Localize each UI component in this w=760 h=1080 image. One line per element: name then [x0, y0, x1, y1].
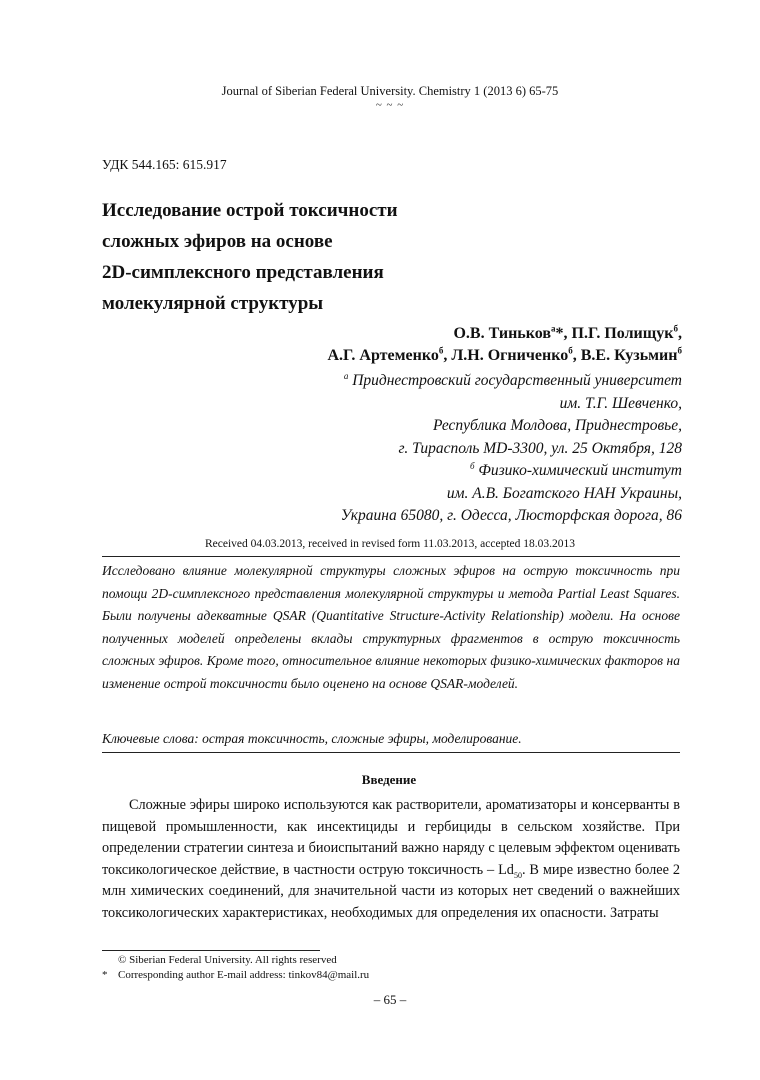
affiliation-line: Украина 65080, г. Одесса, Люсторфская дорога, 86	[340, 507, 682, 524]
author-name: , В.Е. Кузьмин	[572, 347, 678, 364]
author-line-1: О.В. Тиньков$^а$*, П.Г. Полищук$^б$,	[453, 323, 682, 342]
author-name: , Л.Н. Огниченко	[443, 347, 569, 364]
footnote-rule	[102, 950, 320, 951]
affiliation-mark: а	[551, 323, 556, 334]
affiliation-line: $^а$ Приднестровский государственный университет	[343, 370, 682, 389]
intro-paragraph: Сложные эфиры широко используются как растворители, ароматизаторы и консерванты в пищевой промышленности, как инсектициды и гербициды в сельском хозяйстве. При определении стратегии синтеза и биоиспытаний важно наряду с целевым эффектом оценивать токсикологическое действие, в частности острую токсичность – $Ld_{50}$. В мире известно более 2 млн химических соединений, для значительной части из которых нет сведений о важнейших токсикологических характеристиках, необходимых для определения их опасности. Затраты	[102, 797, 680, 921]
affiliation-mark: б	[438, 345, 444, 356]
abstract-bottom-rule	[102, 752, 680, 753]
affiliation-line: Республика Молдова, Приднестровье,	[432, 417, 682, 434]
affiliation-mark: б	[470, 460, 475, 471]
title-line: 2D-симплексного представления	[102, 262, 384, 283]
section-heading: Введение	[361, 772, 417, 787]
page-number: – 65 –	[373, 992, 407, 1007]
keywords: Ключевые слова: острая токсичность, сложные эфиры, моделирование.	[102, 731, 522, 746]
author-list	[327, 323, 682, 367]
affiliation-mark: б	[673, 323, 678, 334]
footnote-copyright: © Siberian Federal University. All rights reserved	[118, 954, 337, 966]
affiliation-line: им. Т.Г. Шевченко,	[559, 394, 682, 412]
affiliation-mark: а	[343, 370, 349, 381]
author-name: О.В. Тиньков	[453, 325, 552, 342]
paper-title	[102, 195, 398, 319]
author-line-2	[327, 345, 682, 367]
affiliation-line: г. Тирасполь MD-3300, ул. 25 Октября, 128	[398, 439, 682, 457]
udk-code: УДК 544.165: 615.917	[102, 157, 227, 172]
received-dates: Received 04.03.2013, received in revised form 11.03.2013, accepted 18.03.2013	[204, 538, 576, 550]
affiliations	[341, 370, 682, 528]
author-name: А.Г. Артеменко	[327, 347, 439, 364]
abstract: Исследовано влияние молекулярной структуры сложных эфиров на острую токсичность при помощи 2D-симплексного представления молекулярной структуры и метода Partial Least Squares. Были получены адекватные QSAR (Quantitative Structure-Activity Relationship) модели. На основе полученных моделей определены вклады структурных фрагментов в острую токсичность сложных эфиров. Кроме того, относительное влияние некоторых физико-химических факторов на изменение острой токсичности было оценено на основе QSAR-моделей.	[102, 563, 680, 691]
title-line: молекулярной структуры	[102, 293, 324, 314]
intro-body	[102, 795, 680, 925]
affiliation-line: им. А.В. Богатского НАН Украины,	[446, 484, 682, 502]
footnotes	[102, 953, 369, 983]
header-ornament: ~ ~ ~	[375, 99, 405, 111]
title-line: Исследование острой токсичности	[102, 200, 398, 221]
affiliation-mark: б	[568, 345, 573, 356]
footnote-corresponding: * Corresponding author E-mail address: tinkov84@mail.ru	[102, 969, 370, 981]
footnote-star: *	[102, 969, 108, 981]
abstract-top-rule	[102, 556, 680, 557]
author-name: *, П.Г. Полищук	[555, 325, 674, 342]
journal-header: Journal of Siberian Federal University. Chemistry 1 (2013 6) 65-75	[221, 84, 559, 98]
title-line: сложных эфиров на основе	[102, 231, 333, 252]
affiliation-line: $^б$ Физико-химический институт	[470, 460, 682, 479]
affiliation-mark: б	[677, 345, 682, 356]
subscript: 50	[513, 870, 522, 880]
